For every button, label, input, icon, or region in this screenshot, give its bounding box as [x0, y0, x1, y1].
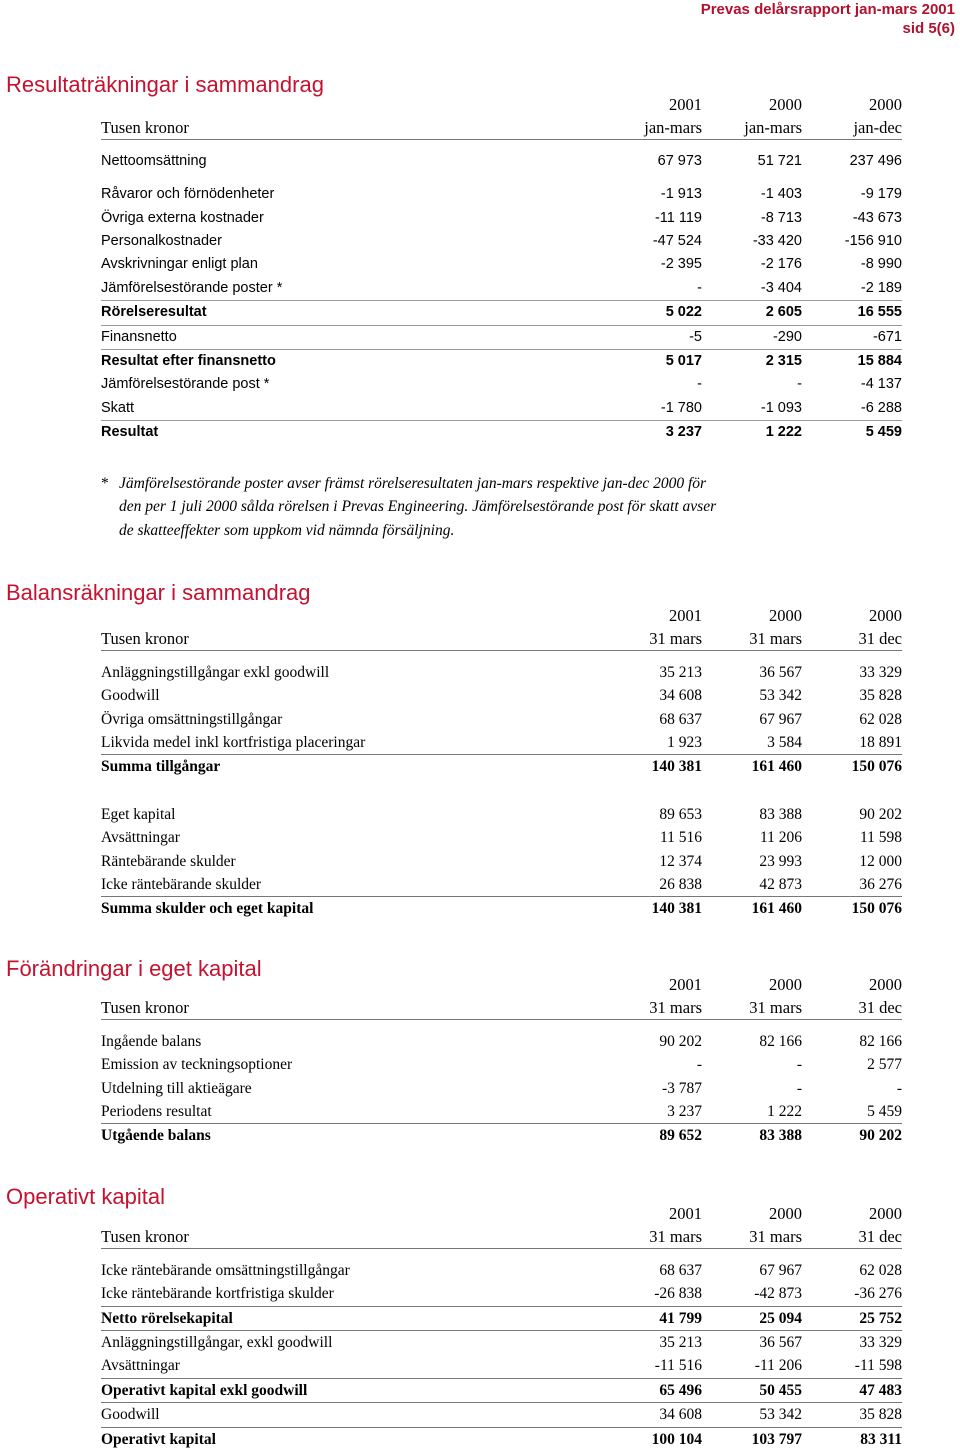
header-rule: [101, 650, 902, 651]
balance-sheet-table: [101, 604, 902, 921]
footnote-line: Jämförelsestörande poster avser främst rörelseresultaten jan-mars respektive jan-dec 2000 för: [119, 475, 707, 492]
table-row: Likvida medel inkl kortfristiga placeringar 1 923 3 584 18 891: [101, 733, 902, 751]
table-row: Jämförelsestörande poster * - -3 404 -2 189: [101, 279, 902, 296]
operating-capital-title: Operativt kapital: [6, 1184, 165, 1209]
page-number: sid 5(6): [902, 20, 955, 37]
table-row-total: Resultat efter finansnetto 5 017 2 315 15 884: [101, 349, 902, 373]
footnote-line: de skatteeffekter som uppkom vid nämnda försäljning.: [119, 521, 455, 539]
table-header-years: 2001 2000 2000: [669, 606, 902, 625]
table-row: Övriga externa kostnader -11 119 -8 713 -43 673: [101, 209, 902, 226]
table-row-total: Summa tillgångar 140 381 161 460 150 076: [101, 754, 902, 778]
table-header-periods: Tusen kronor 31 mars 31 mars 31 dec: [101, 627, 902, 650]
table-row: Räntebärande skulder 12 374 23 993 12 000: [101, 852, 902, 870]
year-col-2: 2000: [769, 95, 802, 114]
header-rule: [101, 1019, 902, 1020]
table-header-periods: Tusen kronor 31 mars 31 mars 31 dec: [101, 996, 902, 1019]
table-row-total: Operativt kapital 100 104 103 797 83 311: [101, 1427, 902, 1451]
header-rule: [101, 1248, 902, 1249]
table-row: Eget kapital 89 653 83 388 90 202: [101, 805, 902, 823]
table-row-total: Operativt kapital exkl goodwill 65 496 50 455 47 483: [101, 1378, 902, 1402]
table-row: Skatt -1 780 -1 093 -6 288: [101, 399, 902, 416]
table-row: Goodwill 34 608 53 342 35 828: [101, 1402, 902, 1426]
year-col-3: 2000: [869, 95, 902, 114]
table-row: Goodwill 34 608 53 342 35 828: [101, 687, 902, 705]
table-header-years: 2001 2000 2000: [669, 975, 902, 994]
footnote-line: den per 1 juli 2000 sålda rörelsen i Prevas Engineering. Jämförelsestörande post för skatt avser: [119, 498, 717, 516]
table-row: Finansnetto -5 -290 -671: [101, 325, 902, 349]
footnote-mark: *: [101, 475, 109, 492]
table-header-periods: Tusen kronor 31 mars 31 mars 31 dec: [101, 1225, 902, 1248]
table-row: Personalkostnader -47 524 -33 420 -156 910: [101, 232, 902, 249]
period-col-3: jan-dec: [853, 118, 902, 138]
table-header-periods: [101, 116, 902, 139]
table-header-years: 2001 2000 2000: [669, 1204, 902, 1223]
table-header-years: [101, 93, 902, 116]
table-row: Anläggningstillgångar, exkl goodwill 35 213 36 567 33 329: [101, 1330, 902, 1354]
table-row-total: Rörelseresultat 5 022 2 605 16 555: [101, 300, 902, 324]
operating-capital-table: [101, 1202, 902, 1451]
table-row: Anläggningstillgångar exkl goodwill 35 213 36 567 33 329: [101, 663, 902, 681]
report-title: Prevas delårsrapport jan-mars 2001: [700, 1, 955, 18]
table-row: Utdelning till aktieägare -3 787 - -: [101, 1079, 902, 1097]
year-col-1: 2001: [669, 95, 702, 114]
footnote: [101, 472, 801, 542]
table-row: Emission av teckningsoptioner - - 2 577: [101, 1056, 902, 1074]
table-row-total: Netto rörelsekapital 41 799 25 094 25 752: [101, 1306, 902, 1330]
table-row: Nettoomsättning 67 973 51 721 237 496: [101, 152, 902, 169]
table-row: Avsättningar 11 516 11 206 11 598: [101, 829, 902, 847]
equity-changes-title: Förändringar i eget kapital: [6, 956, 262, 981]
period-col-2: jan-mars: [744, 118, 802, 138]
table-row-total: Resultat 3 237 1 222 5 459: [101, 420, 902, 444]
table-row: Periodens resultat 3 237 1 222 5 459: [101, 1102, 902, 1120]
table-row: Ingående balans 90 202 82 166 82 166: [101, 1032, 902, 1050]
table-row: Avskrivningar enligt plan -2 395 -2 176 -8 990: [101, 256, 902, 273]
unit-label: Tusen kronor: [101, 629, 189, 649]
header-rule: [101, 139, 902, 140]
unit-label: Tusen kronor: [101, 1227, 189, 1247]
table-row: Avsättningar -11 516 -11 206 -11 598: [101, 1357, 902, 1375]
table-row: Icke räntebärande omsättningstillgångar 68 637 67 967 62 028: [101, 1261, 902, 1279]
unit-label: Tusen kronor: [101, 118, 189, 138]
income-statement-table: [101, 93, 902, 444]
income-statement-title: Resultaträkningar i sammandrag: [6, 72, 324, 97]
table-row: Jämförelsestörande post * - - -4 137: [101, 376, 902, 393]
table-row: Råvaror och förnödenheter -1 913 -1 403 -9 179: [101, 186, 902, 203]
period-col-1: jan-mars: [644, 118, 702, 138]
table-row-total: Summa skulder och eget kapital 140 381 161 460 150 076: [101, 896, 902, 920]
unit-label: Tusen kronor: [101, 998, 189, 1018]
page-header: [701, 0, 955, 38]
table-row: Icke räntebärande kortfristiga skulder -26 838 -42 873 -36 276: [101, 1285, 902, 1303]
balance-sheet-title: Balansräkningar i sammandrag: [6, 580, 311, 605]
table-row: Icke räntebärande skulder 26 838 42 873 36 276: [101, 875, 902, 893]
equity-changes-table: [101, 973, 902, 1148]
table-row: Övriga omsättningstillgångar 68 637 67 967 62 028: [101, 710, 902, 728]
table-row-total: Utgående balans 89 652 83 388 90 202: [101, 1123, 902, 1147]
